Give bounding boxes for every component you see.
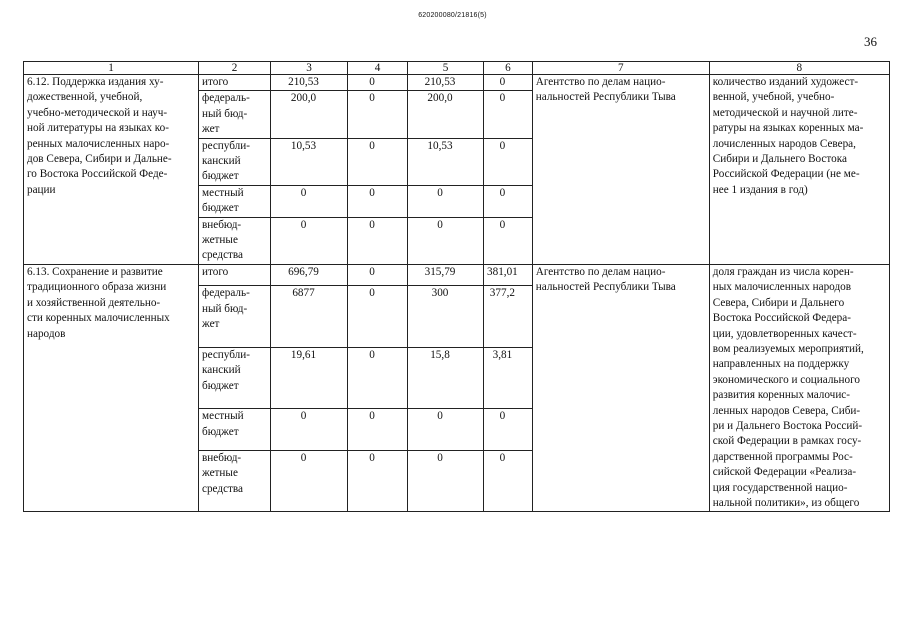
funding-source-line: средства [202,482,244,495]
indicator-line: экономического и социального [712,373,861,386]
funding-source-line: внебюд- [202,451,242,464]
column-header: 7 [532,62,709,75]
value-cell: 300 [408,286,484,348]
program-table [23,61,890,512]
indicator-line: Сибири и Дальнего Востока [712,153,847,166]
value-cell: 10,53 [408,138,484,185]
indicator-line: доля граждан из числа корен- [712,265,854,278]
measure-line: го Востока Российской Феде- [27,168,168,181]
value-cell: 3,81 [484,347,533,409]
funding-source-line: жет [202,318,220,331]
value-cell: 0 [348,264,408,285]
indicator-line: Севера, Сибири и Дальнего [712,296,845,309]
indicator-line: лочисленных народов Севера, [712,137,856,150]
value-cell: 315,79 [408,264,484,285]
value-cell: 19,61 [271,347,348,409]
indicator-line: сийской Федерации «Реализа- [712,466,857,479]
agency-line: нальностей Республики Тыва [535,281,676,294]
measure-line: рации [27,183,56,196]
value-cell: 0 [348,91,408,138]
indicator-line: дарственной программы Рос- [712,450,853,463]
measure-name-cell [24,264,199,512]
agency-line: нальностей Республики Тыва [535,91,676,104]
funding-source-cell [199,138,271,185]
funding-source-cell [199,264,271,285]
value-cell: 0 [348,409,408,450]
value-cell: 210,53 [271,75,348,91]
value-cell: 0 [408,185,484,217]
value-cell: 0 [484,217,533,264]
value-cell: 0 [348,347,408,409]
measure-line: 6.12. Поддержка издания ху- [27,76,164,88]
measure-line: ной литературы на языках ко- [27,122,169,135]
indicator-line: вом реализуемых мероприятий, [712,342,864,355]
funding-source-cell [199,185,271,217]
value-cell: 0 [484,409,533,450]
funding-source-line: бюджет [202,379,239,392]
value-cell: 0 [348,138,408,185]
value-cell: 377,2 [484,286,533,348]
funding-source-line: средства [202,249,244,262]
column-header: 2 [199,62,271,75]
funding-source-line: федераль- [202,92,250,105]
funding-source-cell [199,450,271,512]
measure-line: дожественной, учебной, [27,91,143,104]
indicator-line: венной, учебной, учебно- [712,91,835,104]
funding-source-line: жет [202,123,220,136]
value-cell: 0 [348,75,408,91]
table-row [24,264,890,285]
indicator-line: ри и Дальнего Востока Россий- [712,419,863,432]
measure-line: ренных малочисленных наро- [27,137,170,150]
indicator-line: ратуры на языках коренных ма- [712,122,864,135]
funding-source-line: итого [202,265,229,278]
funding-source-line: жетные [202,234,238,247]
funding-source-line: федераль- [202,287,250,300]
column-header: 6 [484,62,533,75]
funding-source-line: бюджет [202,202,239,215]
value-cell: 696,79 [271,264,348,285]
column-number-row [24,62,890,75]
value-cell: 0 [348,185,408,217]
value-cell: 0 [484,91,533,138]
funding-source-line: местный [202,186,244,199]
value-cell: 381,01 [484,264,533,285]
indicator-line: методической и научной лите- [712,106,858,119]
funding-source-line: итого [202,76,229,88]
value-cell: 0 [484,75,533,91]
measure-line: и хозяйственной деятельно- [27,296,161,309]
column-header: 3 [271,62,348,75]
funding-source-cell [199,217,271,264]
funding-source-line: канский [202,364,241,377]
agency-line: Агентство по делам нацио- [535,265,666,278]
value-cell: 0 [271,185,348,217]
table-row [24,75,890,91]
funding-source-cell [199,409,271,450]
funding-source-line: ный бюд- [202,302,248,315]
indicator-line: количество изданий художест- [712,76,859,88]
agency-line: Агентство по делам нацио- [535,76,666,88]
indicator-line: нальной политики», из общего [712,496,860,509]
funding-source-cell [199,75,271,91]
value-cell: 15,8 [408,347,484,409]
measure-line: 6.13. Сохранение и развитие [27,265,163,278]
measure-line: сти коренных малочисленных [27,312,170,325]
column-header: 1 [24,62,199,75]
value-cell: 6877 [271,286,348,348]
column-header: 4 [348,62,408,75]
document-stamp: 620200080/21816(5) [418,12,487,19]
indicator-line: ленных народов Севера, Сиби- [712,404,861,417]
indicator-line: ция государственной нацио- [712,481,848,494]
value-cell: 10,53 [271,138,348,185]
value-cell: 210,53 [408,75,484,91]
indicator-line: Российской Федерации (не ме- [712,168,860,181]
value-cell: 0 [348,217,408,264]
funding-source-line: жетные [202,467,238,480]
funding-source-line: местный [202,410,244,423]
funding-source-line: бюджет [202,425,239,438]
page-number: 36 [864,34,877,49]
value-cell: 0 [271,217,348,264]
indicator-line: направленных на поддержку [712,358,850,371]
value-cell: 0 [408,409,484,450]
value-cell: 0 [484,450,533,512]
indicator-line: нее 1 издания в год) [712,183,808,196]
indicator-line: ской Федерации в рамках госу- [712,435,862,448]
funding-source-line: бюджет [202,170,239,183]
responsible-agency-cell [532,264,709,512]
funding-source-line: республи- [202,348,250,361]
measure-line: традиционного образа жизни [27,281,167,294]
funding-source-line: внебюд- [202,218,242,231]
responsible-agency-cell [532,75,709,265]
funding-source-line: канский [202,155,241,168]
funding-source-cell [199,347,271,409]
funding-source-line: ный бюд- [202,107,248,120]
value-cell: 0 [408,217,484,264]
value-cell: 0 [484,138,533,185]
value-cell: 200,0 [408,91,484,138]
indicator-line: ции, удовлетворенных качест- [712,327,857,340]
measure-line: дов Севера, Сибири и Дальне- [27,153,172,166]
measure-line: учебно-методической и науч- [27,106,168,119]
funding-source-line: республи- [202,139,250,152]
indicator-cell [709,264,889,512]
column-header: 8 [709,62,889,75]
value-cell: 200,0 [271,91,348,138]
measure-line: народов [27,327,66,340]
value-cell: 0 [348,286,408,348]
indicator-line: Востока Российской Федера- [712,312,851,325]
value-cell: 0 [348,450,408,512]
column-header: 5 [408,62,484,75]
indicator-line: развития коренных малочис- [712,389,850,402]
funding-source-cell [199,286,271,348]
value-cell: 0 [271,409,348,450]
funding-source-cell [199,91,271,138]
value-cell: 0 [484,185,533,217]
indicator-line: ных малочисленных народов [712,281,852,294]
indicator-cell [709,75,889,265]
value-cell: 0 [271,450,348,512]
measure-name-cell [24,75,199,265]
value-cell: 0 [408,450,484,512]
